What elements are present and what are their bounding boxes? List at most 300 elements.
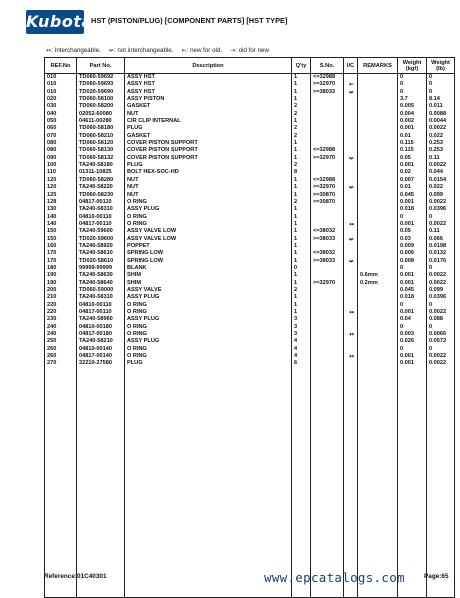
cell-description: O RING [125,353,292,360]
cell-description: ASSY HST [125,89,292,96]
table-row [45,125,455,132]
cell-part-no: 04810-00110 [77,214,125,221]
cell-weight-kgf: 3.7 [398,96,427,103]
cell-remarks [358,199,398,206]
cell-weight-kgf: 0.008 [398,258,427,265]
cell-ic [344,74,358,82]
cell-ic: ← [344,81,358,88]
cell-remarks [358,214,398,221]
cell-remarks [358,353,398,360]
cell-part-no: 02052-60080 [77,111,125,118]
cell-qty: 2 [292,103,311,110]
cell-ic [344,125,358,132]
col-qty-header: Q'ty [292,58,311,74]
cell-serial-no [311,96,344,103]
cell-weight-kgf: 0 [398,346,427,353]
table-row [45,192,455,199]
cell-ref: 240 [45,331,77,338]
cell-ref: 070 [45,133,77,140]
cell-serial-no: >=38033 [311,89,344,96]
table-row [45,214,455,221]
col-weight-kgf-header: Weight (kgf) [398,58,427,74]
table-row [45,96,455,103]
cell-description: GASKET [125,103,292,110]
cell-ref: 060 [45,125,77,132]
cell-part-no: TD020-58610 [77,258,125,265]
cell-qty: 1 [292,155,311,162]
cell-part-no: 04611-00280 [77,118,125,125]
cell-serial-no [311,338,344,345]
cell-part-no: 04817-00110 [77,309,125,316]
cell-part-no: 99999-99999 [77,265,125,272]
cell-ic [344,272,358,279]
cell-ic [344,338,358,345]
table-row [45,177,455,184]
not-interchangeable-icon: ↚ [108,47,114,54]
cell-description: ASSY HST [125,81,292,88]
cell-weight-kgf: 0 [398,89,427,96]
cell-weight-kgf: 0 [398,324,427,331]
cell-weight-lb: 0.088 [427,316,455,323]
cell-ic: ↚ [344,258,358,265]
cell-weight-kgf: 0.004 [398,111,427,118]
cell-description: CIR CLIP INTERNAL [125,118,292,125]
table-row [45,324,455,331]
cell-description: O RING [125,199,292,206]
cell-description: O RING [125,324,292,331]
cell-remarks [358,324,398,331]
cell-ic [344,228,358,235]
cell-part-no: 04810-00140 [77,346,125,353]
cell-ref: 010 [45,81,77,88]
cell-description: NUT [125,111,292,118]
cell-qty: 1 [292,243,311,250]
cell-weight-kgf: 0 [398,214,427,221]
cell-ref: 120 [45,184,77,191]
legend-interchangeable: ↔: Interchangeable, [46,47,101,54]
cell-description: ASSY PLUG [125,294,292,301]
cell-ref: 128 [45,199,77,206]
cell-remarks: 0.6mm [358,272,398,279]
cell-description: NUT [125,184,292,191]
cell-part-no: TA240-59600 [77,228,125,235]
cell-remarks [358,346,398,353]
parts-table-body [45,74,455,598]
cell-weight-lb: 0 [427,81,455,88]
cell-ref: 220 [45,302,77,309]
cell-part-no: 32210-27580 [77,360,125,367]
cell-ic: ↚ [344,155,358,162]
cell-weight-kgf: 0.115 [398,140,427,147]
cell-description: ASSY PLUG [125,316,292,323]
legend [46,47,269,54]
cell-weight-kgf: 0.045 [398,287,427,294]
cell-remarks [358,302,398,309]
cell-weight-kgf: 0.001 [398,353,427,360]
cell-ref: 080 [45,147,77,154]
cell-qty: 1 [292,228,311,235]
cell-weight-lb: 0.0022 [427,280,455,287]
cell-description: ASSY VALVE LOW [125,236,292,243]
cell-ref: 010 [45,74,77,82]
cell-part-no: TA240-58630 [77,272,125,279]
cell-serial-no: >=32970 [311,155,344,162]
cell-ref: 150 [45,228,77,235]
cell-serial-no [311,294,344,301]
cell-remarks [358,236,398,243]
cell-qty: 1 [292,272,311,279]
cell-serial-no [311,169,344,176]
cell-ic [344,280,358,287]
table-row [45,338,455,345]
cell-remarks [358,74,398,82]
cell-weight-lb: 0.0044 [427,118,455,125]
cell-weight-kgf: 0.045 [398,192,427,199]
cell-remarks [358,133,398,140]
cell-weight-lb: 0.0022 [427,199,455,206]
cell-weight-kgf: 0.01 [398,184,427,191]
cell-ref: 050 [45,118,77,125]
cell-remarks [358,147,398,154]
cell-weight-lb: 0.0396 [427,294,455,301]
cell-ref: 260 [45,353,77,360]
cell-serial-no [311,265,344,272]
new-for-old-icon: ← [181,47,187,54]
cell-weight-lb: 0.0088 [427,111,455,118]
cell-part-no: TD060-58210 [77,133,125,140]
cell-qty: 6 [292,360,311,367]
cell-weight-lb: 0.11 [427,155,455,162]
cell-serial-no [311,309,344,316]
cell-weight-lb: 0 [427,265,455,272]
table-row [45,184,455,191]
cell-part-no: TA240-58310 [77,294,125,301]
cell-qty: 1 [292,258,311,265]
cell-ic [344,360,358,367]
cell-weight-kgf: 0 [398,81,427,88]
cell-qty: 1 [292,192,311,199]
cell-remarks [358,243,398,250]
cell-qty: 2 [292,199,311,206]
table-row [45,316,455,323]
table-header-row [45,58,455,74]
cell-serial-no [311,140,344,147]
cell-description: NUT [125,177,292,184]
cell-description: ASSY VALVE LOW [125,228,292,235]
cell-serial-no [311,287,344,294]
cell-ref: 030 [45,103,77,110]
cell-part-no: 04810-00180 [77,324,125,331]
cell-part-no: TA240-58220 [77,184,125,191]
parts-table [44,57,455,598]
cell-weight-lb: 0.0132 [427,250,455,257]
cell-description: O RING [125,221,292,228]
col-remarks-header: REMARKS [358,58,398,74]
cell-part-no: TD020-59600 [77,236,125,243]
table-row [45,118,455,125]
col-weight-lb-header: Weight (lb) [427,58,455,74]
interchangeable-icon: ↔ [46,47,52,54]
cell-weight-kgf: 0.001 [398,360,427,367]
cell-part-no: TA240-58960 [77,316,125,323]
cell-ref: 080 [45,140,77,147]
cell-serial-no [311,111,344,118]
cell-serial-no [311,243,344,250]
cell-ic: ↚ [344,236,358,243]
cell-part-no: 01311-10825 [77,169,125,176]
cell-remarks [358,206,398,213]
cell-ref: 150 [45,236,77,243]
cell-remarks [358,169,398,176]
cell-ref: 160 [45,243,77,250]
cell-ic [344,133,358,140]
cell-description: GASKET [125,133,292,140]
cell-qty: 2 [292,162,311,169]
table-row [45,140,455,147]
cell-part-no: TD060-59692 [77,74,125,82]
cell-weight-lb: 0.022 [427,184,455,191]
table-row [45,243,455,250]
cell-qty: 1 [292,294,311,301]
cell-serial-no: >=32970 [311,184,344,191]
cell-qty: 0 [292,265,311,272]
cell-weight-kgf: 0.001 [398,125,427,132]
table-row [45,228,455,235]
cell-serial-no [311,272,344,279]
cell-serial-no [311,206,344,213]
cell-weight-kgf: 0.05 [398,228,427,235]
footer-reference: Reference:01C40301 [44,573,107,580]
cell-part-no: 04817-00110 [77,221,125,228]
cell-qty: 4 [292,338,311,345]
cell-weight-kgf: 0.002 [398,118,427,125]
cell-remarks [358,155,398,162]
cell-qty: 1 [292,89,311,96]
table-row [45,74,455,82]
cell-serial-no [311,360,344,367]
cell-weight-kgf: 0.026 [398,338,427,345]
cell-qty: 1 [292,96,311,103]
cell-serial-no: <=38032 [311,250,344,257]
cell-description: ASSY VALVE [125,287,292,294]
cell-weight-kgf: 0.009 [398,243,427,250]
cell-qty: 1 [292,140,311,147]
cell-ref: 240 [45,324,77,331]
table-row [45,206,455,213]
cell-ref: 010 [45,89,77,96]
cell-weight-lb: 0.0154 [427,177,455,184]
col-ref-header: REF.No [45,58,77,74]
cell-weight-lb: 0.0022 [427,309,455,316]
cell-ic [344,346,358,353]
cell-ref: 250 [45,338,77,345]
cell-description: ASSY HST [125,74,292,82]
cell-ref: 200 [45,287,77,294]
col-description-header: Description [125,58,292,74]
cell-serial-no [311,353,344,360]
cell-ref: 020 [45,96,77,103]
cell-serial-no [311,324,344,331]
cell-part-no: TD060-58120 [77,140,125,147]
table-row [45,236,455,243]
cell-part-no: 04817-00180 [77,331,125,338]
cell-remarks [358,265,398,272]
cell-weight-lb: 0.0198 [427,243,455,250]
cell-qty: 3 [292,331,311,338]
cell-ref: 270 [45,360,77,367]
cell-qty: 1 [292,221,311,228]
cell-weight-lb: 0.044 [427,169,455,176]
cell-description: O RING [125,214,292,221]
cell-remarks [358,118,398,125]
cell-ic [344,287,358,294]
cell-weight-lb: 0.0022 [427,360,455,367]
cell-part-no: 04817-00110 [77,199,125,206]
cell-qty: 2 [292,111,311,118]
cell-weight-lb: 0.0022 [427,272,455,279]
table-row [45,353,455,360]
cell-description: O RING [125,346,292,353]
table-row [45,81,455,88]
cell-qty: 1 [292,177,311,184]
cell-serial-no: >=38033 [311,236,344,243]
table-row [45,103,455,110]
cell-qty: 8 [292,169,311,176]
cell-remarks [358,250,398,257]
cell-description: PLUG [125,125,292,132]
cell-weight-kgf: 0.05 [398,155,427,162]
cell-description: ASSY PLUG [125,206,292,213]
cell-serial-no: <=32988 [311,74,344,82]
cell-ic: ↚ [344,89,358,96]
cell-serial-no [311,103,344,110]
cell-part-no: TD060-59693 [77,81,125,88]
cell-remarks [358,81,398,88]
cell-remarks [358,316,398,323]
cell-weight-lb: 0.0022 [427,125,455,132]
cell-weight-lb: 0.253 [427,140,455,147]
cell-qty: 2 [292,287,311,294]
cell-weight-kgf: 0.02 [398,169,427,176]
cell-weight-lb: 0.0176 [427,258,455,265]
cell-weight-lb: 0.099 [427,192,455,199]
cell-qty: 1 [292,302,311,309]
table-row [45,169,455,176]
cell-part-no: TD060-58200 [77,103,125,110]
cell-weight-lb: 0.066 [427,236,455,243]
cell-serial-no: >=30870 [311,192,344,199]
cell-ref: 140 [45,221,77,228]
cell-weight-lb: 0 [427,324,455,331]
cell-description: COVER PISTON SUPPORT [125,140,292,147]
cell-weight-lb: 0.0066 [427,331,455,338]
cell-serial-no [311,162,344,169]
cell-ref: 130 [45,206,77,213]
cell-qty: 3 [292,316,311,323]
table-row [45,272,455,279]
cell-description: BOLT HEX-SOC-HD [125,169,292,176]
cell-description: SHIM [125,272,292,279]
cell-ic [344,111,358,118]
legend-old-for-new: →: old for new [230,47,269,54]
cell-weight-lb: 0.0022 [427,353,455,360]
cell-ref: 190 [45,272,77,279]
cell-ic [344,192,358,199]
cell-ic [344,294,358,301]
cell-part-no: TD060-58280 [77,177,125,184]
cell-ic: ↔ [344,353,358,360]
table-row [45,265,455,272]
cell-qty: 1 [292,184,311,191]
cell-part-no: TD060-58130 [77,147,125,154]
cell-remarks [358,294,398,301]
cell-remarks [358,192,398,199]
cell-part-no: TA240-58310 [77,206,125,213]
cell-ref: 170 [45,258,77,265]
cell-weight-kgf: 0.001 [398,199,427,206]
cell-qty: 1 [292,74,311,82]
cell-qty: 4 [292,353,311,360]
cell-weight-kgf: 0.001 [398,309,427,316]
cell-description: SPRING LOW [125,250,292,257]
cell-ref: 125 [45,192,77,199]
cell-ic [344,214,358,221]
cell-serial-no: >=32970 [311,81,344,88]
cell-weight-kgf: 0.018 [398,206,427,213]
cell-weight-lb: 0.253 [427,147,455,154]
table-row [45,133,455,140]
cell-serial-no [311,214,344,221]
cell-qty: 1 [292,81,311,88]
cell-weight-kgf: 0.001 [398,221,427,228]
cell-remarks [358,184,398,191]
cell-weight-lb: 0.0022 [427,162,455,169]
cell-part-no: TA240-58180 [77,162,125,169]
cell-part-no: TD060-58230 [77,192,125,199]
cell-ref: 140 [45,214,77,221]
cell-ic [344,177,358,184]
cell-remarks [358,96,398,103]
col-sno-header: S.No. [311,58,344,74]
cell-serial-no [311,346,344,353]
cell-weight-lb: 0 [427,302,455,309]
table-row [45,221,455,228]
cell-ic [344,103,358,110]
table-row [45,162,455,169]
page-title: HST (PISTON/PLUG) [COMPONENT PARTS] [HST TYPE] [91,16,288,25]
cell-serial-no: >=32970 [311,280,344,287]
table-row [45,346,455,353]
cell-ic [344,140,358,147]
cell-weight-lb: 8.14 [427,96,455,103]
cell-description: BLANK [125,265,292,272]
table-row [45,89,455,96]
cell-description: PLUG [125,162,292,169]
cell-weight-lb: 0.0022 [427,221,455,228]
cell-weight-lb: 0.0396 [427,206,455,213]
cell-description: O RING [125,302,292,309]
cell-ref: 210 [45,294,77,301]
cell-weight-kgf: 0.018 [398,294,427,301]
col-part-header: Part No. [77,58,125,74]
cell-weight-lb: 0 [427,346,455,353]
cell-ref: 120 [45,177,77,184]
cell-weight-kgf: 0 [398,302,427,309]
cell-part-no: TD060-58132 [77,155,125,162]
cell-remarks [358,331,398,338]
cell-ic [344,96,358,103]
table-row [45,199,455,206]
